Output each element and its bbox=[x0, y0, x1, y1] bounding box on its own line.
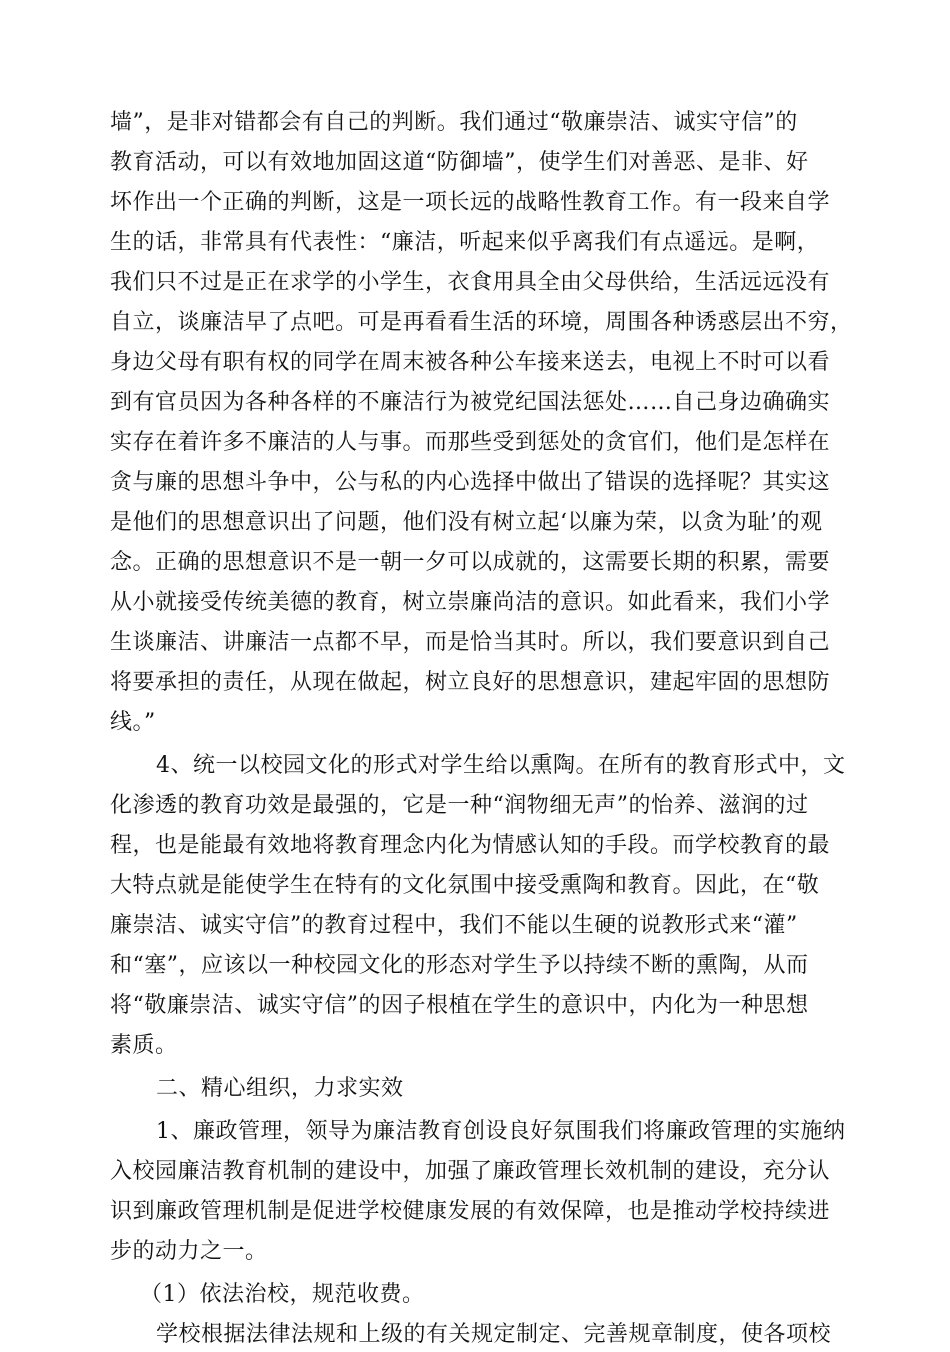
text-line: 大特点就是能使学生在特有的文化氛围中接受熏陶和教育。因此，在“敬 bbox=[110, 873, 820, 898]
text-line: 将要承担的责任，从现在做起，树立良好的思想意识，建起牢固的思想防 bbox=[110, 670, 831, 695]
text-line: 学校根据法律法规和上级的有关规定制定、完善规章制度，使各项校 bbox=[156, 1322, 832, 1347]
text-line: 步的动力之一。 bbox=[110, 1239, 268, 1264]
text-line: 和“塞”，应该以一种校园文化的形态对学生予以持续不断的熏陶，从而 bbox=[110, 953, 809, 978]
text-line: 身边父母有职有权的同学在周末被各种公车接来送去，电视上不时可以看 bbox=[110, 350, 831, 375]
text-line: 自立，谈廉洁早了点吧。可是再看看生活的环境，周围各种诱惑层出不穷， bbox=[110, 310, 853, 335]
text-line: 线。” bbox=[110, 710, 156, 735]
text-line: 化渗透的教育功效是最强的，它是一种“润物细无声”的怡养、滋润的过 bbox=[110, 793, 809, 818]
text-line: 廉崇洁、诚实守信”的教育过程中，我们不能以生硬的说教形式来“灌” bbox=[110, 913, 798, 938]
text-line: 到有官员因为各种各样的不廉洁行为被党纪国法惩处……自己身边确确实 bbox=[110, 390, 831, 415]
text-line: 我们只不过是正在求学的小学生，衣食用具全由父母供给，生活远远没有 bbox=[110, 270, 831, 295]
text-line: 念。正确的思想意识不是一朝一夕可以成就的，这需要长期的积累，需要 bbox=[110, 550, 831, 575]
text-line: 贪与廉的思想斗争中，公与私的内心选择中做出了错误的选择呢？其实这 bbox=[110, 470, 831, 495]
text-line: 教育活动，可以有效地加固这道“防御墙”，使学生们对善恶、是非、好 bbox=[110, 150, 809, 175]
text-line: 素质。 bbox=[110, 1033, 178, 1058]
text-line: 是他们的思想意识出了问题，他们没有树立起‘以廉为荣，以贪为耻’的观 bbox=[110, 510, 823, 535]
text-line: 生谈廉洁、讲廉洁一点都不早，而是恰当其时。所以，我们要意识到自己 bbox=[110, 630, 831, 655]
text-line: 入校园廉洁教育机制的建设中，加强了廉政管理长效机制的建设，充分认 bbox=[110, 1159, 831, 1184]
text-line: 墙”，是非对错都会有自己的判断。我们通过“敬廉崇洁、诚实守信”的 bbox=[110, 110, 798, 135]
text-line: 将“敬廉崇洁、诚实守信”的因子根植在学生的意识中，内化为一种思想 bbox=[110, 993, 809, 1018]
text-line: 从小就接受传统美德的教育，树立崇廉尚洁的意识。如此看来，我们小学 bbox=[110, 590, 831, 615]
text-line: 1、廉政管理，领导为廉洁教育创设良好氛围我们将廉政管理的实施纳 bbox=[156, 1119, 846, 1144]
text-line: 坏作出一个正确的判断，这是一项长远的战略性教育工作。有一段来自学 bbox=[110, 190, 831, 215]
subsection-heading: （1）依法治校，规范收费。 bbox=[140, 1282, 425, 1307]
text-line: 实存在着许多不廉洁的人与事。而那些受到惩处的贪官们，他们是怎样在 bbox=[110, 430, 831, 455]
section-heading: 二、精心组织，力求实效 bbox=[156, 1076, 404, 1101]
text-line: 4、统一以校园文化的形式对学生给以熏陶。在所有的教育形式中，文 bbox=[156, 753, 846, 778]
text-line: 生的话，非常具有代表性：“廉洁，听起来似乎离我们有点遥远。是啊， bbox=[110, 230, 820, 255]
text-line: 识到廉政管理机制是促进学校健康发展的有效保障，也是推动学校持续进 bbox=[110, 1199, 831, 1224]
text-line: 程，也是能最有效地将教育理念内化为情感认知的手段。而学校教育的最 bbox=[110, 833, 831, 858]
